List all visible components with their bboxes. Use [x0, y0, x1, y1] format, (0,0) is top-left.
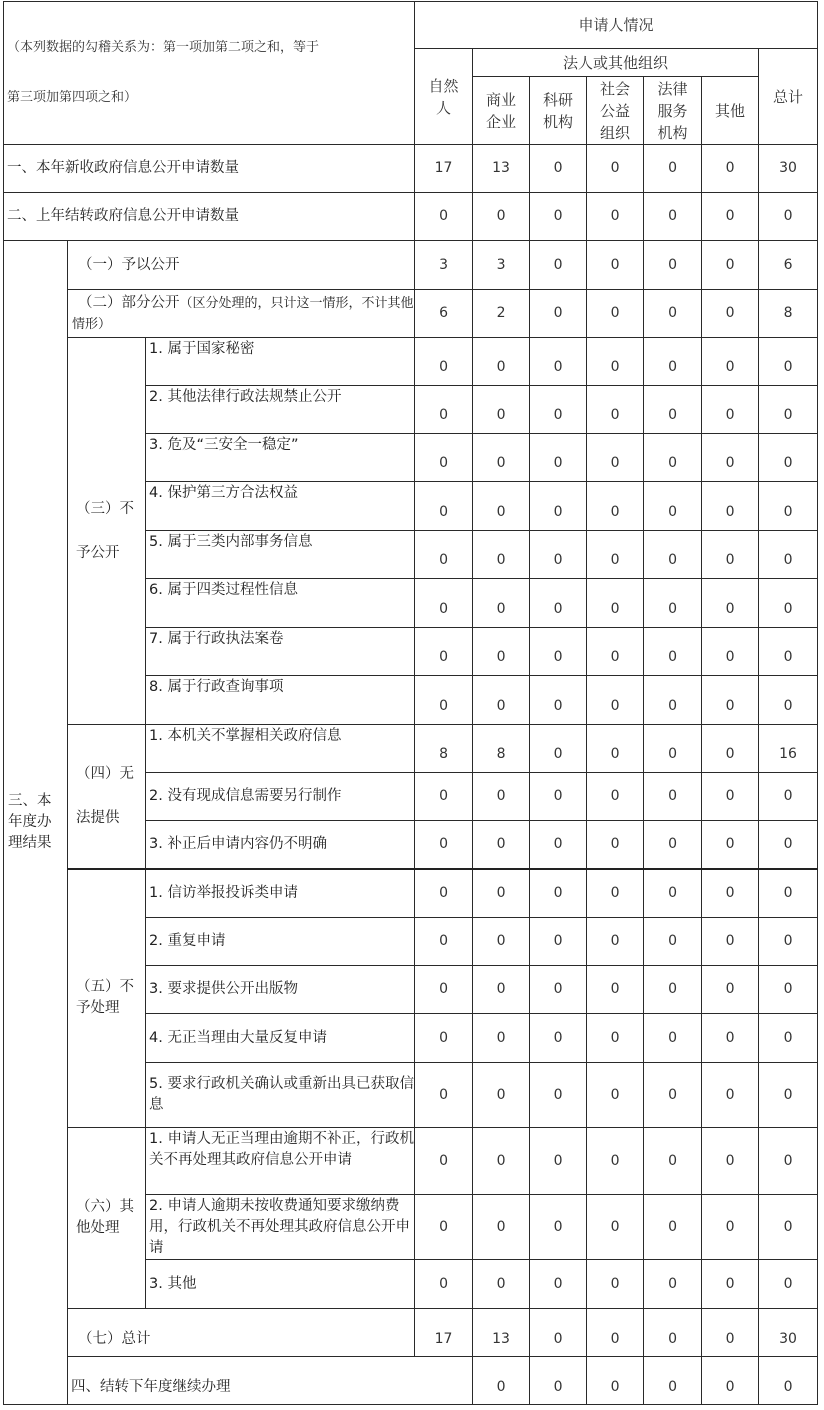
cell-value: 0 — [702, 193, 759, 241]
cell-value: 0 — [415, 1195, 473, 1260]
cell-value: 0 — [759, 966, 818, 1014]
cell-value: 0 — [415, 482, 473, 531]
cell-value: 6 — [415, 290, 473, 338]
cell-value: 0 — [759, 434, 818, 482]
cell-value: 0 — [530, 531, 587, 579]
cell-value: 0 — [415, 1063, 473, 1128]
row-label: 2. 没有现成信息需要另行制作 — [146, 773, 415, 821]
cell-value: 0 — [530, 628, 587, 676]
cell-value: 0 — [473, 1260, 530, 1309]
cell-value: 0 — [759, 531, 818, 579]
row-label: 1. 信访举报投诉类申请 — [146, 869, 415, 918]
cell-value: 0 — [759, 1260, 818, 1309]
cell-value: 0 — [644, 1014, 702, 1063]
cell-value: 0 — [473, 1195, 530, 1260]
cell-value: 0 — [530, 579, 587, 628]
table-row-unable-1 — [4, 725, 818, 773]
cell-value: 0 — [644, 918, 702, 966]
cell-value: 0 — [759, 773, 818, 821]
cell-value: 0 — [530, 241, 587, 290]
cell-value: 0 — [473, 918, 530, 966]
row-label: 2. 其他法律行政法规禁止公开 — [146, 386, 415, 434]
cell-value: 0 — [644, 1195, 702, 1260]
cell-value: 2 — [473, 290, 530, 338]
table-row-partial — [4, 290, 818, 338]
not-disclosed-group-label — [68, 338, 146, 725]
cell-value: 0 — [644, 1128, 702, 1195]
cell-value: 0 — [759, 579, 818, 628]
cell-value: 0 — [702, 145, 759, 193]
cell-value: 17 — [415, 1309, 473, 1357]
row-label: 5. 要求行政机关确认或重新出具已获取信息 — [146, 1063, 415, 1128]
cell-value: 0 — [530, 1309, 587, 1357]
table-row-disclosed — [4, 241, 818, 290]
note-line-2: 第三项加第四项之和） — [7, 90, 138, 105]
row-label: 3. 危及“三安全一稳定” — [146, 434, 415, 482]
cell-value: 0 — [473, 821, 530, 869]
cell-value: 0 — [530, 1128, 587, 1195]
cell-value: 0 — [644, 579, 702, 628]
cell-value: 8 — [473, 725, 530, 773]
row-label: 四、结转下年度继续办理 — [68, 1357, 473, 1405]
cell-value: 0 — [530, 290, 587, 338]
cell-value: 0 — [759, 1128, 818, 1195]
table-row-carried-over — [4, 193, 818, 241]
cell-value: 0 — [759, 338, 818, 386]
cell-value: 0 — [587, 725, 644, 773]
cell-value: 0 — [644, 338, 702, 386]
row-label: 4. 保护第三方合法权益 — [146, 482, 415, 531]
section3-label-text: 三、本年度办理结果 — [8, 793, 52, 851]
row-label: 3. 补正后申请内容仍不明确 — [146, 821, 415, 869]
row-label: 3. 其他 — [146, 1260, 415, 1309]
cell-value: 0 — [702, 1063, 759, 1128]
cell-value: 0 — [415, 676, 473, 725]
cell-value: 0 — [415, 628, 473, 676]
cell-value: 0 — [587, 145, 644, 193]
cell-value: 0 — [530, 338, 587, 386]
cell-value: 0 — [644, 821, 702, 869]
row-label: 1. 本机关不掌握相关政府信息 — [146, 725, 415, 773]
cell-value: 0 — [702, 1014, 759, 1063]
row-label: 3. 要求提供公开出版物 — [146, 966, 415, 1014]
cell-value: 0 — [473, 628, 530, 676]
cell-value: 0 — [644, 1260, 702, 1309]
cell-value: 0 — [587, 241, 644, 290]
cell-value: 0 — [759, 1195, 818, 1260]
cell-value: 0 — [415, 821, 473, 869]
cell-value: 0 — [530, 1260, 587, 1309]
cell-value: 0 — [587, 1128, 644, 1195]
row-label: 8. 属于行政查询事项 — [146, 676, 415, 725]
cell-value: 0 — [587, 531, 644, 579]
cell-value: 0 — [702, 821, 759, 869]
partial-label-note: （区分处理的，只计这一情形，不计其他情形） — [72, 295, 414, 332]
table-row-not-disclosed-1 — [4, 338, 818, 386]
row-label: （七）总计 — [68, 1309, 415, 1357]
cell-value: 0 — [473, 676, 530, 725]
cell-value: 0 — [530, 1014, 587, 1063]
row-label: 4. 无正当理由大量反复申请 — [146, 1014, 415, 1063]
cell-value: 0 — [644, 1063, 702, 1128]
cell-value: 0 — [473, 434, 530, 482]
cell-value: 0 — [587, 1260, 644, 1309]
cell-value: 3 — [473, 241, 530, 290]
cell-value: 0 — [702, 1309, 759, 1357]
natural-person-label: 自然人 — [428, 76, 459, 117]
legal-or-org-header: 法人或其他组织 — [473, 49, 759, 77]
row-label: 7. 属于行政执法案卷 — [146, 628, 415, 676]
cell-value: 0 — [530, 1063, 587, 1128]
cell-value: 0 — [702, 290, 759, 338]
table-row-other-1 — [4, 1128, 818, 1195]
cell-value: 0 — [587, 1063, 644, 1128]
table-row-not-processed-1 — [4, 869, 818, 918]
cell-value: 0 — [587, 290, 644, 338]
cell-value: 0 — [644, 1309, 702, 1357]
cell-value: 0 — [759, 821, 818, 869]
row-label: 2. 重复申请 — [146, 918, 415, 966]
col-header-commercial — [473, 77, 530, 145]
cell-value: 0 — [415, 966, 473, 1014]
group-label-text: （三）不予公开 — [76, 501, 134, 561]
cell-value: 0 — [473, 386, 530, 434]
cell-value: 0 — [702, 966, 759, 1014]
cell-value: 0 — [530, 725, 587, 773]
cell-value: 0 — [530, 145, 587, 193]
cell-value: 0 — [415, 193, 473, 241]
cell-value: 0 — [587, 869, 644, 918]
cell-value: 0 — [644, 966, 702, 1014]
cell-value: 0 — [530, 821, 587, 869]
cell-value: 0 — [415, 531, 473, 579]
natural-person-header — [415, 49, 473, 145]
cell-value: 0 — [473, 1014, 530, 1063]
cell-value: 0 — [415, 338, 473, 386]
cell-value: 0 — [702, 773, 759, 821]
cell-value: 0 — [702, 434, 759, 482]
other-group-label — [68, 1128, 146, 1309]
cell-value: 0 — [530, 676, 587, 725]
cell-value: 8 — [415, 725, 473, 773]
cell-value: 0 — [587, 773, 644, 821]
col-label: 商业企业 — [486, 90, 517, 131]
cell-value: 0 — [587, 338, 644, 386]
cell-value: 0 — [702, 338, 759, 386]
col-header-other: 其他 — [702, 77, 759, 145]
row-label: 6. 属于四类过程性信息 — [146, 579, 415, 628]
cell-value: 0 — [759, 676, 818, 725]
cell-value: 0 — [759, 1063, 818, 1128]
cell-value: 0 — [473, 579, 530, 628]
total-header: 总计 — [759, 49, 818, 145]
row-label: 2. 申请人逾期未按收费通知要求缴纳费用，行政机关不再处理其政府信息公开申请 — [146, 1195, 415, 1260]
cell-value: 0 — [587, 193, 644, 241]
cell-value: 0 — [702, 869, 759, 918]
cell-value: 3 — [415, 241, 473, 290]
col-header-research — [530, 77, 587, 145]
col-label: 科研机构 — [543, 90, 574, 131]
cell-value: 0 — [415, 1128, 473, 1195]
cell-value: 0 — [759, 869, 818, 918]
row-label: 1. 申请人无正当理由逾期不补正，行政机关不再处理其政府信息公开申请 — [146, 1128, 415, 1195]
cell-value: 0 — [702, 676, 759, 725]
cell-value: 0 — [644, 676, 702, 725]
reconciliation-note — [4, 2, 415, 145]
col-label: 社会公益组织 — [600, 79, 631, 142]
cell-value: 0 — [702, 579, 759, 628]
col-header-public-welfare — [587, 77, 644, 145]
section3-label — [4, 241, 68, 1405]
cell-value: 0 — [644, 434, 702, 482]
cell-value: 0 — [644, 193, 702, 241]
row-label: 1. 属于国家秘密 — [146, 338, 415, 386]
cell-value: 0 — [587, 966, 644, 1014]
cell-value: 0 — [473, 773, 530, 821]
cell-value: 0 — [644, 725, 702, 773]
cell-value: 0 — [587, 434, 644, 482]
cell-value: 0 — [415, 579, 473, 628]
cell-value: 0 — [415, 1260, 473, 1309]
cell-value: 0 — [587, 1309, 644, 1357]
cell-value: 0 — [587, 821, 644, 869]
cell-value: 0 — [587, 676, 644, 725]
group-label-text: （四）无法提供 — [76, 766, 134, 827]
cell-value: 0 — [644, 869, 702, 918]
cell-value: 0 — [530, 966, 587, 1014]
cell-value: 0 — [415, 434, 473, 482]
table-row-carry-forward — [4, 1357, 818, 1405]
group-label-text: （五）不予处理 — [76, 979, 134, 1017]
cell-value: 0 — [473, 531, 530, 579]
cell-value: 0 — [415, 773, 473, 821]
cell-value: 0 — [644, 241, 702, 290]
cell-value: 0 — [702, 531, 759, 579]
applicant-situation-header: 申请人情况 — [415, 2, 818, 49]
cell-value: 0 — [415, 918, 473, 966]
cell-value: 0 — [530, 434, 587, 482]
note-line-1: （本列数据的勾稽关系为：第一项加第二项之和，等于 — [7, 40, 320, 55]
cell-value: 0 — [644, 145, 702, 193]
not-processed-group-label — [68, 869, 146, 1128]
cell-value: 0 — [644, 773, 702, 821]
row-label: 一、本年新收政府信息公开申请数量 — [4, 145, 415, 193]
cell-value: 0 — [759, 1014, 818, 1063]
cell-value: 0 — [530, 193, 587, 241]
cell-value: 0 — [415, 869, 473, 918]
cell-value: 0 — [759, 386, 818, 434]
cell-value: 0 — [473, 869, 530, 918]
foia-statistics-table — [3, 1, 818, 1405]
cell-value: 0 — [587, 1357, 644, 1405]
cell-value: 0 — [644, 386, 702, 434]
col-label: 法律服务机构 — [657, 79, 688, 142]
cell-value: 0 — [473, 1128, 530, 1195]
cell-value: 0 — [702, 725, 759, 773]
cell-value: 0 — [644, 628, 702, 676]
cell-value: 17 — [415, 145, 473, 193]
cell-value: 0 — [473, 338, 530, 386]
cell-value: 0 — [759, 918, 818, 966]
cell-value: 0 — [702, 1128, 759, 1195]
partial-label-main: （二）部分公开 — [78, 294, 180, 311]
cell-value: 0 — [702, 386, 759, 434]
cell-value: 0 — [702, 628, 759, 676]
cell-value: 0 — [702, 1195, 759, 1260]
cell-value: 0 — [530, 482, 587, 531]
cell-value: 13 — [473, 145, 530, 193]
cell-value: 0 — [473, 482, 530, 531]
cell-value: 16 — [759, 725, 818, 773]
cell-value: 0 — [530, 869, 587, 918]
cell-value: 30 — [759, 145, 818, 193]
cell-value: 0 — [587, 918, 644, 966]
cell-value: 0 — [587, 482, 644, 531]
row-label: （一）予以公开 — [68, 241, 415, 290]
cell-value: 0 — [587, 579, 644, 628]
cell-value: 0 — [530, 386, 587, 434]
cell-value: 0 — [702, 1260, 759, 1309]
cell-value: 0 — [415, 1014, 473, 1063]
cell-value: 0 — [415, 386, 473, 434]
cell-value: 0 — [759, 628, 818, 676]
cell-value: 0 — [530, 1357, 587, 1405]
cell-value: 0 — [759, 482, 818, 531]
cell-value: 6 — [759, 241, 818, 290]
cell-value: 0 — [473, 193, 530, 241]
table-row-section3-total — [4, 1309, 818, 1357]
unable-group-label — [68, 725, 146, 869]
cell-value: 0 — [702, 1357, 759, 1405]
cell-value: 0 — [702, 241, 759, 290]
row-label: 5. 属于三类内部事务信息 — [146, 531, 415, 579]
cell-value: 0 — [587, 628, 644, 676]
cell-value: 0 — [759, 1357, 818, 1405]
cell-value: 0 — [530, 1195, 587, 1260]
group-label-text: （六）其他处理 — [76, 1199, 134, 1236]
cell-value: 13 — [473, 1309, 530, 1357]
cell-value: 30 — [759, 1309, 818, 1357]
cell-value: 0 — [473, 1357, 530, 1405]
cell-value: 0 — [530, 773, 587, 821]
cell-value: 0 — [587, 386, 644, 434]
cell-value: 0 — [587, 1014, 644, 1063]
cell-value: 0 — [644, 290, 702, 338]
cell-value: 0 — [702, 918, 759, 966]
cell-value: 0 — [644, 531, 702, 579]
cell-value: 0 — [473, 966, 530, 1014]
cell-value: 0 — [473, 1063, 530, 1128]
cell-value: 8 — [759, 290, 818, 338]
table-row-new-requests — [4, 145, 818, 193]
cell-value: 0 — [644, 482, 702, 531]
cell-value: 0 — [587, 1195, 644, 1260]
row-label — [68, 290, 415, 338]
cell-value: 0 — [644, 1357, 702, 1405]
cell-value: 0 — [530, 918, 587, 966]
cell-value: 0 — [702, 482, 759, 531]
cell-value: 0 — [759, 193, 818, 241]
col-header-legal-service — [644, 77, 702, 145]
row-label: 二、上年结转政府信息公开申请数量 — [4, 193, 415, 241]
